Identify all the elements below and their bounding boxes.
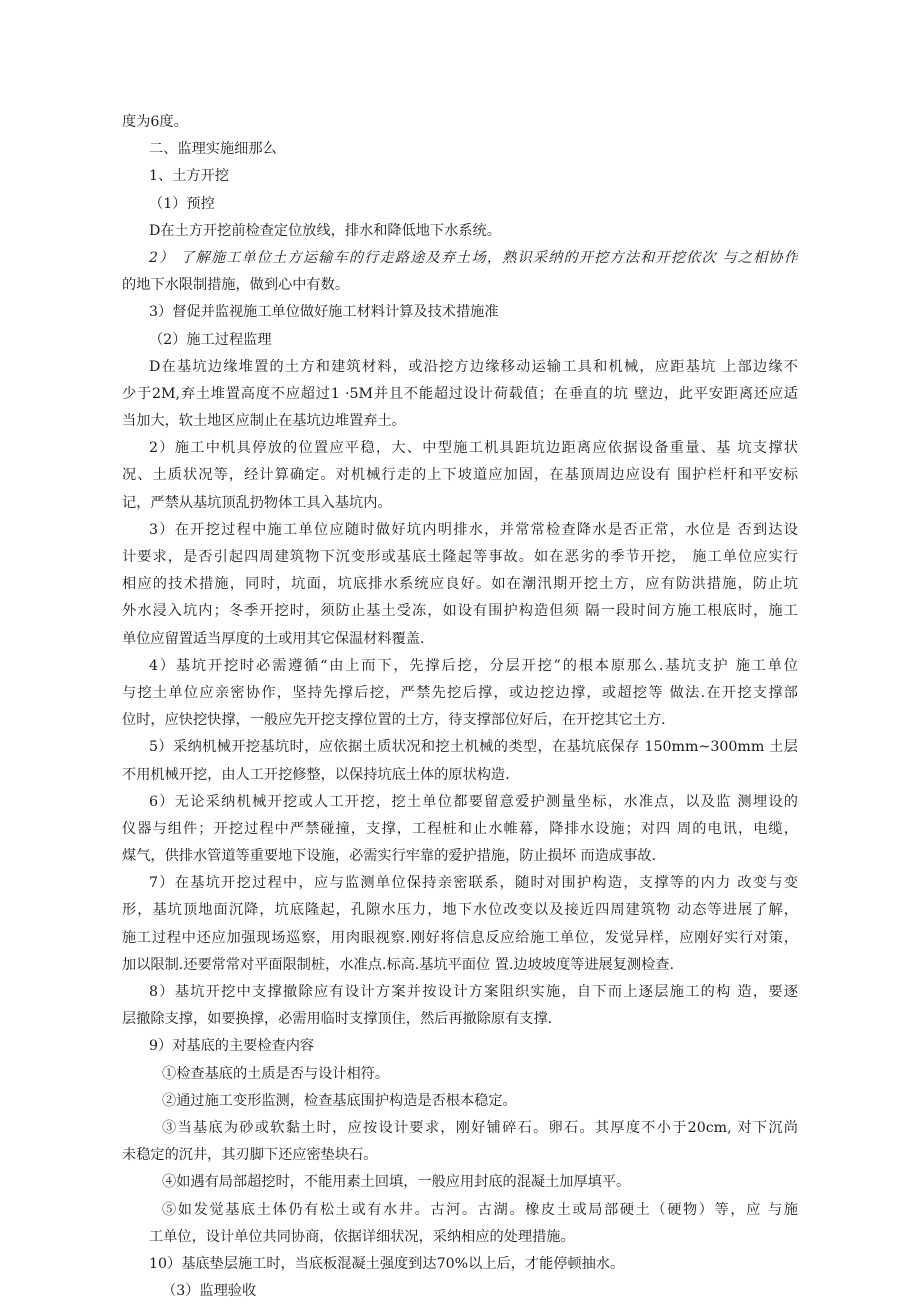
text-line: 煤气，供排水管道等重要地下设施，必需实行牢靠的爱护措施，防止损坏 而造成事故. [122,848,656,865]
text-line: 的地下水限制措施，做到心中有数。 [122,277,350,294]
text-line: 单位应留置适当厚度的土或用其它保温材料覆盖. [122,630,425,647]
text-line: 度为6度。 [122,114,188,130]
subsection-heading: 9）对基底的主要检查内容 [149,1038,315,1055]
text-line: 不用机械开挖，由人工开挖修整，以保持坑底土体的原状构造. [122,766,510,783]
list-item: ③当基底为砂或软黏土时，应按设计要求，刚好铺碎石。卵石。其厚度不小于20cm, 对下沉尚 [162,1119,798,1136]
text-line: 记，严禁从基坑顶乱扔物体工具入基坑内。 [122,494,392,511]
text-line: 形，基坑顶地面沉降，坑底隆起，孔隙水压力，地下水位改变以及接近四周建筑物 动态等进展了解， [122,902,798,919]
text-line: 与挖土单位应亲密协作，坚持先撑后挖，严禁先挖后撑，或边挖边撑，或超挖等 做法.在开挖支撑部 [122,684,798,701]
text-line: 3）督促并监视施工单位做好施工材料计算及技术措施准 [149,304,499,321]
text-line: 8）基坑开挖中支撑撤除应有设计方案并按设计方案阻织实施，自下而上逐层施工的构 造，要逐 [149,984,798,1000]
text-line: 当加大，软土地区应制止在基坑边堆置弃土。 [122,413,406,430]
text-line: 10）基底垫层施工时，当底板混凝土强度到达70%以上后，才能停顿抽水。 [149,1255,625,1272]
text-line: 加以限制.还要常常对平面限制桩，水准点.标高.基坑平面位 置.边坡坡度等进展复测检查. [122,956,674,973]
subsection-heading: （2）施工过程监理 [149,331,272,348]
text-line: 4）基坑开挖时必需遵循“由上而下，先撑后挖，分层开挖”的根本原那么.基坑支护 施工单位 [149,657,798,674]
text-line: 少于2M,弃土堆置高度不应超过1 ·5M并且不能超过设计荷载值；在垂直的坑 壁边，此平安距离还应适 [122,385,798,402]
list-item: ④如遇有局部超挖时，不能用素土回填，一般应用封底的混凝土加厚填平。 [162,1174,631,1191]
list-item: ①检查基底的土质是否与设计相符。 [162,1065,390,1082]
text-line: 外水浸入坑内；冬季开挖时，须防止基土受冻，如设有围护构造但须 隔一段时间方施工根底时，施工 [122,603,798,620]
text-line: 计要求，是否引起四周建筑物下沉变形或基底土隆起等事故。如在恶劣的季节开挖， 施工单位应实行 [122,549,798,565]
list-item: ⑤如发觉基底土体仍有松土或有水井。古河。古湖。橡皮土或局部硬土（硬物）等，应 与施 [162,1201,798,1218]
text-line: 相应的技术措施，同时，坑面，坑底排水系统应良好。如在潮汛期开挖土方，应有防洪措施，防止坑 [122,576,798,593]
text-line: 6）无论采纳机械开挖或人工开挖，挖土单位都要留意爱护测量坐标，水准点，以及监 测埋设的 [149,793,798,810]
text-line: D在基坑边缘堆置的土方和建筑材料，或沿挖方边缘移动运输工具和机械，应距基坑 上部边缘不 [149,358,798,375]
text-line: 7）在基坑开挖过程中，应与监测单位保持亲密联系，随时对围护构造，支撑等的内力 改变与变 [149,875,798,892]
text-line: 位时，应快挖快撑，一般应先开挖支撑位置的土方，待支撑部位好后，在开挖其它土方. [122,712,666,729]
text-line: D在土方开挖前检查定位放线，排水和降低地下水系统。 [149,222,501,239]
text-line: 况、土质状况等，经计算确定。对机械行走的上下坡道应加固，在基顶周边应设有 围护栏杆和平安标 [122,467,798,484]
text-line: 层撤除支撑，如要换撑，必需用临时支撑顶住，然后再撤除原有支撑. [122,1011,553,1028]
text-line: 仪器与组件；开挖过程中严禁碰撞，支撑，工程桩和止水帷幕，降排水设施；对四 周的电讯，电缆， [122,820,798,837]
text-line: 工单位，设计单位共同协商，依据详细状况，采纳相应的处理措施。 [149,1228,575,1245]
text-line: 5）采纳机械开挖基坑时，应依据土质状况和挖土机械的类型，在基坑底保存 150mm~300mm 土层 [149,739,798,756]
section-heading: 二、监理实施细那么 [149,141,277,158]
text-line: 未稳定的沉井，其刃脚下还应密垫块石。 [122,1147,378,1164]
subsection-heading: 1、土方开挖 [149,168,229,185]
text-line: 2） 了解施工单位土方运输车的行走路途及弃土场，熟识采纳的开挖方法和开挖依次 与之相协作 [149,249,798,266]
subsection-heading: （1）预控 [149,195,215,212]
document-body [122,109,798,1305]
text-line: 施工过程中还应加强现场巡察，用肉眼视察.刚好将信息反应给施工单位，发觉异样，应刚好实行对策， [122,929,798,946]
text-line: 3）在开挖过程中施工单位应随时做好坑内明排水，并常常检查降水是否正常，水位是 否到达设 [149,521,798,538]
text-line: 2）施工中机具停放的位置应平稳，大、中型施工机具距坑边距离应依据设备重量、基 坑支撑状 [149,440,798,457]
list-item: ②通过施工变形监测，检查基底围护构造是否根本稳定。 [162,1092,517,1109]
subsection-heading: （3）监理验收 [162,1283,257,1300]
